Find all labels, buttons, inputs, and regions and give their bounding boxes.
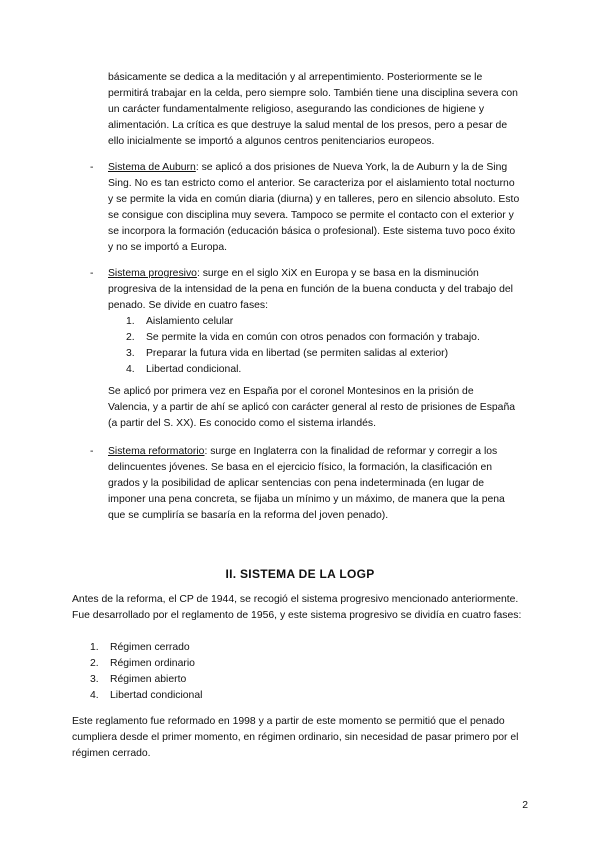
list-item: 4. Libertad condicional.: [126, 364, 242, 375]
logp-phase-list: [90, 640, 202, 704]
final-paragraph: Este reglamento fue reformado en 1998 y a partir de este momento se permitió que el penado cumpliera desde el primer momento, en régimen ordinario, sin necesidad de pasar primero por el régimen cerrado.: [72, 716, 519, 759]
reformatorio-paragraph: [108, 444, 522, 524]
bullet-dash: -: [90, 446, 94, 457]
reformatorio-text: : surge en Inglaterra con la finalidad de reformar y corregir a los delincuentes jóvenes. Se basa en el ejercicio físico, la formación, la clasificación en grados y la posibilidad de aplicar sentencias con pena indeterminada (en lugar de imponer una pena concreta, se fijaba un mínimo y un máximo, de manera que la pena que se cumpliría se basaría en la reforma del joven penado).: [108, 446, 505, 521]
reformatorio-term: Sistema reformatorio: [108, 446, 205, 457]
progresivo-note: Se aplicó por primera vez en España por el coronel Montesinos en la prisión de Valencia, y a partir de ahí se aplicó con carácter general al resto de prisiones de España (a partir del S. XX). Es conocido como el sistema irlandés.: [108, 386, 516, 429]
list-item: 2. Se permite la vida en común con otros penados con formación y trabajo.: [126, 332, 480, 343]
auburn-text: : se aplicó a dos prisiones de Nueva York, la de Auburn y la de Sing Sing. No es tan estricto como el anterior. Se caracteriza por el aislamiento total nocturno y se permite la vida en común diaria (diurna) y en talleres, pero en silencio absoluto. Esto se consigue con disciplina muy severa. Tampoco se permite el contacto con el exterior y se incorpora la formación (educación básica o profesional). Este sistema tuvo poco éxito y no se importó a Europa.: [108, 162, 520, 253]
intro-paragraph: básicamente se dedica a la meditación y al arrepentimiento. Posteriormente se le permitirá trabajar en la celda, pero siempre solo. También tiene una disciplina severa con un carácter fundamentalmente religioso, asegurando las condiciones de higiene y alimentación. La crítica es que destruye la salud mental de los presos, pero a pesar de ello inicialmente se importó a algunos centros penitenciarios europeos.: [108, 72, 518, 147]
list-item: 4. Libertad condicional: [90, 690, 203, 701]
bullet-dash: -: [90, 162, 94, 173]
list-item: 1. Régimen cerrado: [90, 642, 190, 653]
logp-paragraph: Antes de la reforma, el CP de 1944, se recogió el sistema progresivo mencionado anteriormente. Fue desarrollado por el reglamento de 1956, y este sistema progresivo se dividía en cuatro fases:: [72, 594, 522, 621]
progresivo-paragraph: [108, 266, 522, 314]
auburn-term: Sistema de Auburn: [108, 162, 196, 173]
section-title: II. SISTEMA DE LA LOGP: [225, 567, 375, 581]
list-item: 3. Régimen abierto: [90, 674, 187, 685]
progresivo-text: : surge en el siglo XiX en Europa y se basa en la disminución progresiva de la intensidad de la pena en función de la buena conducta y del trabajo del penado. Se divide en cuatro fases:: [108, 268, 513, 311]
progresivo-phase-list: [126, 314, 480, 378]
list-item: 3. Preparar la futura vida en libertad (se permiten salidas al exterior): [126, 348, 449, 359]
bullet-dash: -: [90, 268, 94, 279]
progresivo-term: Sistema progresivo: [108, 268, 197, 279]
auburn-paragraph: [108, 160, 522, 256]
list-item: 1. Aislamiento celular: [126, 316, 234, 327]
list-item: 2. Régimen ordinario: [90, 658, 195, 669]
page-number: 2: [522, 800, 528, 811]
